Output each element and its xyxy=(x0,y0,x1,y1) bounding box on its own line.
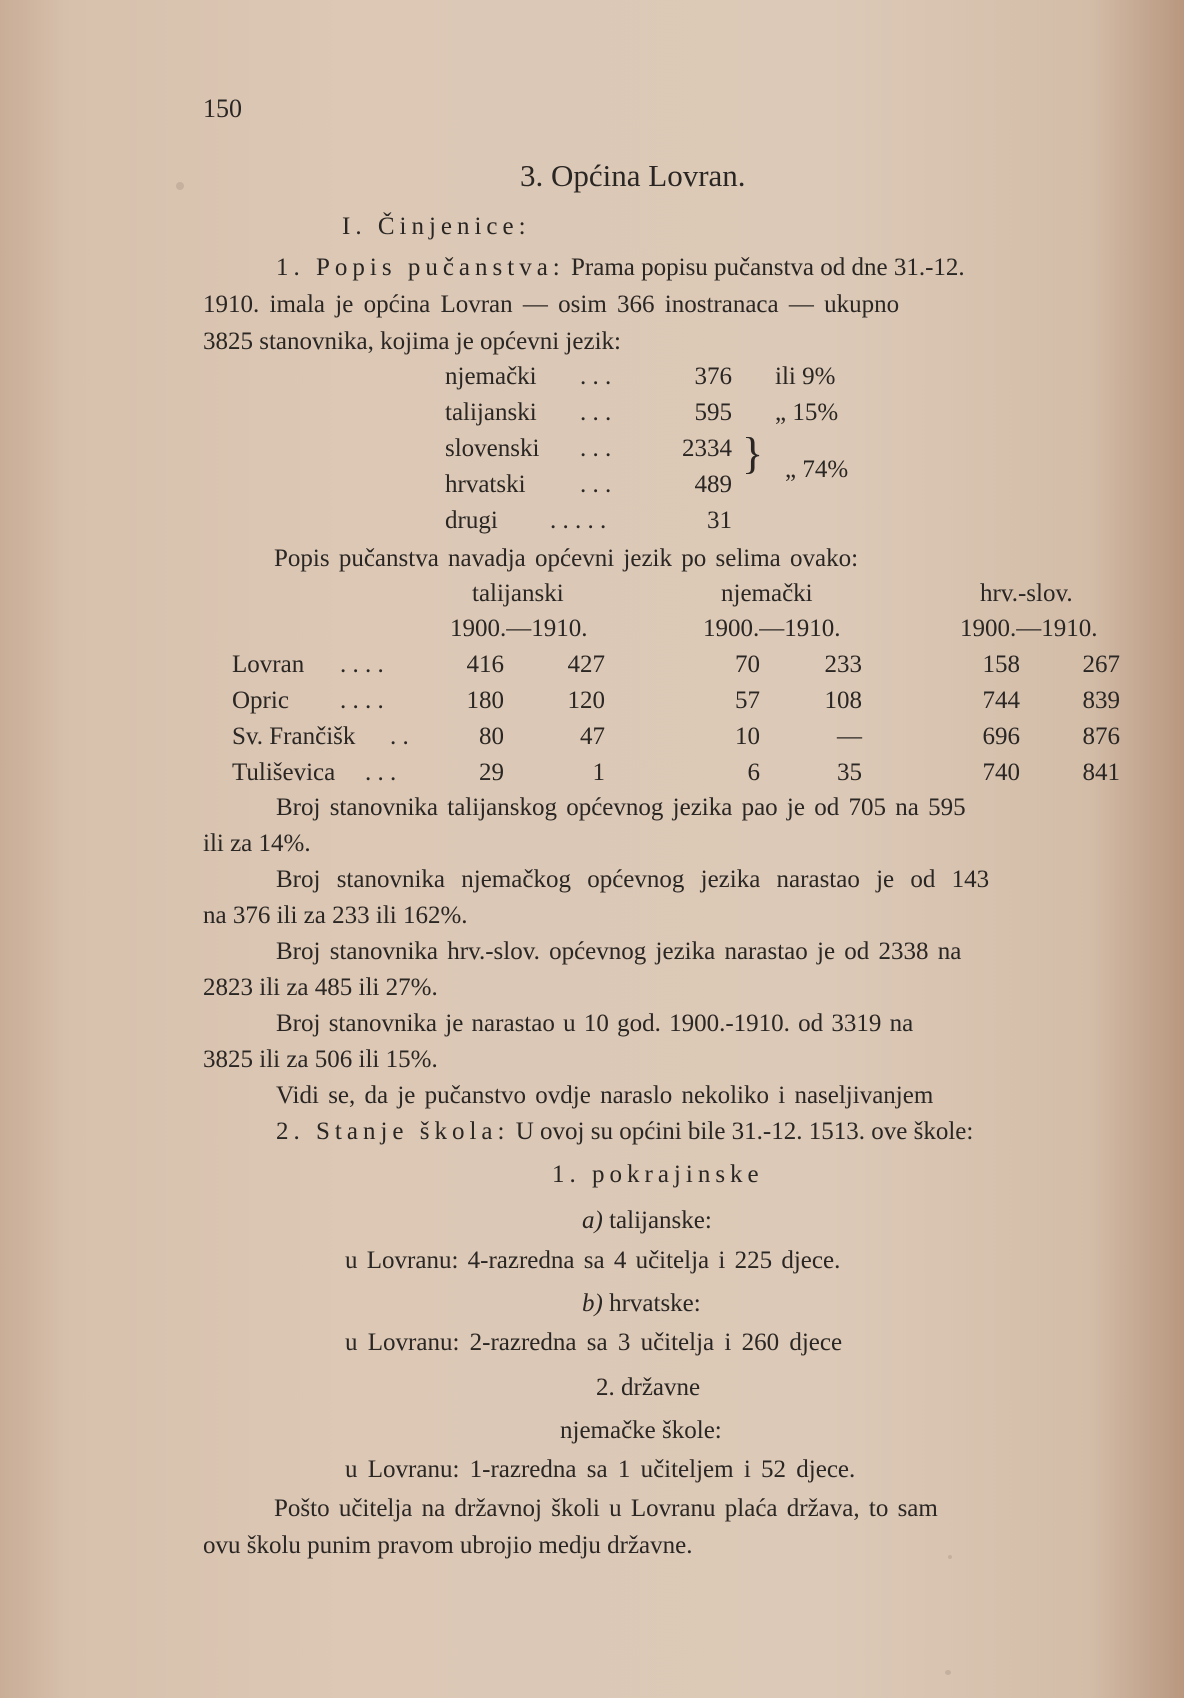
final-line-2: ovu školu punim pravom ubrojio medju državne. xyxy=(203,1532,693,1559)
village-dots: . . . xyxy=(365,759,397,786)
table-cell: 744 xyxy=(982,687,1020,714)
language-share: ili 9% xyxy=(775,363,836,390)
table-cell: 839 xyxy=(1082,687,1120,714)
paragraph-line: 2823 ili za 485 ili 27%. xyxy=(203,974,438,1001)
language-count: 595 xyxy=(694,399,732,426)
item-text-a: talijanske: xyxy=(609,1207,712,1234)
language-count: 31 xyxy=(707,507,732,534)
table-cell: 80 xyxy=(479,723,504,750)
school-detail: u Lovranu: 4-razredna sa 4 učitelja i 225 djece. xyxy=(345,1247,841,1274)
group-header: hrv.-slov. xyxy=(980,580,1073,607)
subheading-italian xyxy=(582,1206,712,1236)
language-dots: . . . xyxy=(580,399,612,426)
subheading-german: njemačke škole: xyxy=(560,1417,722,1444)
subheading-state: 2. državne xyxy=(596,1374,701,1401)
table-cell: 120 xyxy=(567,687,605,714)
table-cell: 416 xyxy=(466,651,504,678)
village-dots: . . . . xyxy=(340,651,384,678)
language-count: 2334 xyxy=(682,435,732,462)
group-header: talijanski xyxy=(472,580,564,607)
section-heading: I. Činjenice: xyxy=(342,213,531,240)
table-cell: 10 xyxy=(735,723,760,750)
table-cell: 740 xyxy=(982,759,1020,786)
schools-line xyxy=(276,1117,973,1147)
schools-label: 2. Stanje škola: xyxy=(276,1118,510,1145)
period-header: 1900.—1910. xyxy=(703,615,841,642)
village-name: Sv. Frančišk xyxy=(232,723,356,750)
language-name: drugi xyxy=(445,507,498,534)
census-line-2: 1910. imala je općina Lovran — osim 366 inostranaca — ukupno xyxy=(203,291,900,318)
language-dots: . . . xyxy=(580,363,612,390)
village-name: Tuliševica xyxy=(232,759,336,786)
table-cell: 696 xyxy=(982,723,1020,750)
paragraph-line: Broj stanovnika njemačkog općevnog jezika narastao je od 143 xyxy=(276,866,990,893)
paper-spot xyxy=(176,182,184,190)
language-count: 376 xyxy=(694,363,732,390)
village-name: Lovran xyxy=(232,651,305,678)
paragraph-line: Broj stanovnika je narastao u 10 god. 1900.-1910. od 3319 na xyxy=(276,1010,914,1037)
page-title: 3. Općina Lovran. xyxy=(520,158,746,193)
table-cell: 29 xyxy=(479,759,504,786)
paper-spot xyxy=(948,1555,952,1559)
language-name: njemački xyxy=(445,363,537,390)
table-cell: 427 xyxy=(567,651,605,678)
villages-intro: Popis pučanstva navadja općevni jezik po selima ovako: xyxy=(274,545,859,572)
page-number: 150 xyxy=(203,94,242,123)
census-text: Prama popisu pučanstva od dne 31.-12. xyxy=(571,254,965,281)
table-cell: 1 xyxy=(592,759,605,786)
table-cell: 70 xyxy=(735,651,760,678)
census-label: 1. Popis pučanstva: xyxy=(276,254,565,281)
table-cell: 876 xyxy=(1082,723,1120,750)
language-dots: . . . . . xyxy=(550,507,607,534)
table-cell: 841 xyxy=(1082,759,1120,786)
school-detail: u Lovranu: 1-razredna sa 1 učiteljem i 52 djece. xyxy=(345,1456,856,1483)
conclusion-line: Vidi se, da je pučanstvo ovdje naraslo nekoliko i naseljivanjem xyxy=(276,1082,934,1109)
village-dots: . . . . xyxy=(340,687,384,714)
item-text-b: hrvatske: xyxy=(609,1290,701,1317)
paper-spot xyxy=(945,1670,951,1675)
language-share: „ 15% xyxy=(775,399,839,426)
language-name: talijanski xyxy=(445,399,537,426)
paragraph-line: na 376 ili za 233 ili 162%. xyxy=(203,902,468,929)
table-cell: — xyxy=(837,723,862,750)
village-dots: . . xyxy=(390,723,409,750)
village-name: Opric xyxy=(232,687,289,714)
item-label-b: b) xyxy=(582,1290,603,1317)
item-label-a: a) xyxy=(582,1207,603,1234)
period-header: 1900.—1910. xyxy=(450,615,588,642)
table-cell: 267 xyxy=(1082,651,1120,678)
table-cell: 35 xyxy=(837,759,862,786)
paragraph-line: Broj stanovnika talijanskog općevnog jezika pao je od 705 na 595 xyxy=(276,794,966,821)
language-count: 489 xyxy=(694,471,732,498)
table-cell: 47 xyxy=(580,723,605,750)
school-detail: u Lovranu: 2-razredna sa 3 učitelja i 260 djece xyxy=(345,1329,843,1356)
census-line-1 xyxy=(276,253,965,283)
table-cell: 180 xyxy=(466,687,504,714)
language-name: slovenski xyxy=(445,435,540,462)
paragraph-line: ili za 14%. xyxy=(203,830,311,857)
census-line-3: 3825 stanovnika, kojima je općevni jezik: xyxy=(203,328,621,355)
subheading-provincial: 1. pokrajinske xyxy=(552,1161,764,1188)
paragraph-line: 3825 ili za 506 ili 15%. xyxy=(203,1046,438,1073)
table-cell: 6 xyxy=(747,759,760,786)
language-dots: . . . xyxy=(580,435,612,462)
schools-text: U ovoj su općini bile 31.-12. 1513. ove škole: xyxy=(515,1118,974,1145)
table-cell: 108 xyxy=(824,687,862,714)
table-cell: 158 xyxy=(982,651,1020,678)
paragraph-line: Broj stanovnika hrv.-slov. općevnog jezika narastao je od 2338 na xyxy=(276,938,962,965)
table-cell: 57 xyxy=(735,687,760,714)
brace-symbol: } xyxy=(742,429,764,478)
combined-share: „ 74% xyxy=(785,456,849,483)
table-cell: 233 xyxy=(824,651,862,678)
language-name: hrvatski xyxy=(445,471,526,498)
final-line-1: Pošto učitelja na državnoj školi u Lovranu plaća država, to sam xyxy=(274,1495,938,1522)
subheading-croatian xyxy=(582,1289,701,1319)
group-header: njemački xyxy=(721,580,813,607)
language-dots: . . . xyxy=(580,471,612,498)
period-header: 1900.—1910. xyxy=(960,615,1098,642)
